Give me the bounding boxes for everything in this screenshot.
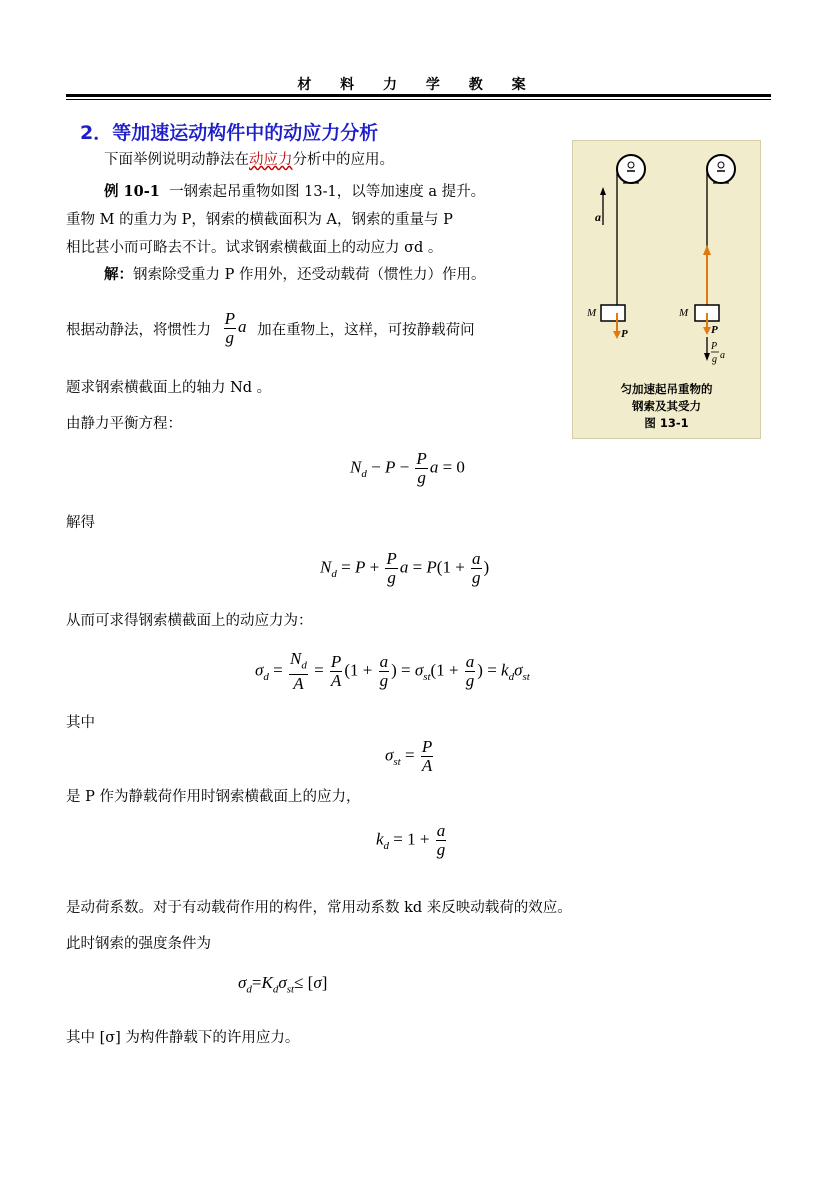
inertia-label-a: a bbox=[720, 350, 725, 361]
right-pulley-icon bbox=[707, 155, 735, 183]
example-text-1: 一钢索起吊重物如图 13-1，以等加速度 a 提升。 bbox=[169, 184, 486, 200]
strength-condition: $\sigma_d=K_d\sigma_{st}\le [\sigma]$ bbox=[238, 973, 328, 996]
axial-force-equation: $N_d = P$ + $\frac{P}{g}$ a = P(1 + $\frac{a}{g}$ ) bbox=[320, 549, 490, 587]
solution-line-2-pre: 根据动静法，将惯性力 bbox=[66, 322, 211, 339]
text-stress: 从而可求得钢索横截面上的动应力为： bbox=[66, 613, 313, 629]
right-P-label: P bbox=[711, 324, 718, 336]
text-static: 是 P 作为静载荷作用时钢索横截面上的应力， bbox=[66, 789, 361, 805]
solution-line-2-post: 加在重物上，这样，可按静载荷问 bbox=[257, 322, 475, 339]
text-allowable: 其中 [σ] 为构件静载下的许用应力。 bbox=[66, 1030, 300, 1046]
figure-caption-2: 钢索及其受力 bbox=[632, 399, 701, 413]
accel-label: a bbox=[595, 210, 601, 224]
text-coefficient: 是动荷系数。对于有动载荷作用的构件，常用动系数 kd 来反映动载荷的效应。 bbox=[66, 900, 572, 916]
solution-text-1: 钢索除受重力 P 作用外，还受动载荷（惯性力）作用。 bbox=[133, 267, 486, 283]
inertia-label-num: P bbox=[711, 341, 718, 352]
solution-line-4: 由静力平衡方程： bbox=[66, 416, 182, 432]
text-jiede: 解得 bbox=[66, 515, 95, 531]
left-M-label: M bbox=[587, 307, 597, 319]
inertia-force-formula: $\frac{P}{g}$ a bbox=[224, 309, 247, 347]
static-stress-equation: $\sigma_{st}$ = $\frac{P}{A}$ bbox=[385, 737, 433, 775]
figure-13-1 bbox=[572, 140, 761, 439]
figure-caption-3: 图 13-1 bbox=[644, 416, 689, 430]
inertia-label-den: g bbox=[712, 354, 717, 365]
text-qizhong-1: 其中 bbox=[66, 715, 95, 731]
equilibrium-equation: $N_d - P$ − $\frac{P}{g}$ a = 0 bbox=[350, 449, 465, 487]
running-header: 材 料 力 学 教 案 bbox=[297, 77, 538, 93]
header-rule-thick bbox=[66, 94, 771, 97]
figure-caption-1: 匀加速起吊重物的 bbox=[620, 382, 713, 396]
figure-caption bbox=[573, 381, 760, 432]
dynamic-stress-equation: $\sigma_d$ = $\frac{N_d}{A}$ = $\frac{P}{A}$ (1 + $\frac{a}{g}$ ) = $\sigma_{st}(1$ + $\frac{a}{g}$ ) = $k_d\sigma_{st}$ bbox=[255, 649, 530, 694]
example-line-3: 相比甚小而可略去不计。试求钢索横截面上的动应力 σd 。 bbox=[66, 240, 443, 256]
example-line-1 bbox=[104, 182, 485, 202]
crane-diagram bbox=[573, 141, 760, 381]
left-pulley-icon bbox=[617, 155, 645, 183]
text-strength: 此时钢索的强度条件为 bbox=[66, 936, 211, 952]
intro-highlight: 动应力 bbox=[249, 152, 293, 168]
left-P-label: P bbox=[621, 328, 628, 340]
intro-paragraph bbox=[104, 150, 394, 170]
example-line-2: 重物 M 的重力为 P，钢索的横截面积为 A，钢索的重量与 P bbox=[66, 212, 453, 228]
section-title: 2．等加速运动构件中的动应力分析 bbox=[80, 122, 379, 144]
solution-line-2 bbox=[66, 309, 475, 349]
header-rule-thin bbox=[66, 99, 771, 100]
solution-line-1 bbox=[104, 265, 485, 285]
solution-label: 解： bbox=[104, 266, 133, 283]
example-label: 例 10-1 bbox=[104, 183, 160, 200]
intro-pre: 下面举例说明动静法在 bbox=[104, 152, 249, 168]
solution-line-3: 题求钢索横截面上的轴力 Nd 。 bbox=[66, 380, 272, 396]
dynamic-coefficient-equation: $k_d = 1$ + $\frac{a}{g}$ bbox=[376, 821, 446, 859]
left-weight-block bbox=[601, 305, 625, 321]
intro-post: 分析中的应用。 bbox=[292, 152, 394, 168]
right-M-label: M bbox=[679, 307, 689, 319]
